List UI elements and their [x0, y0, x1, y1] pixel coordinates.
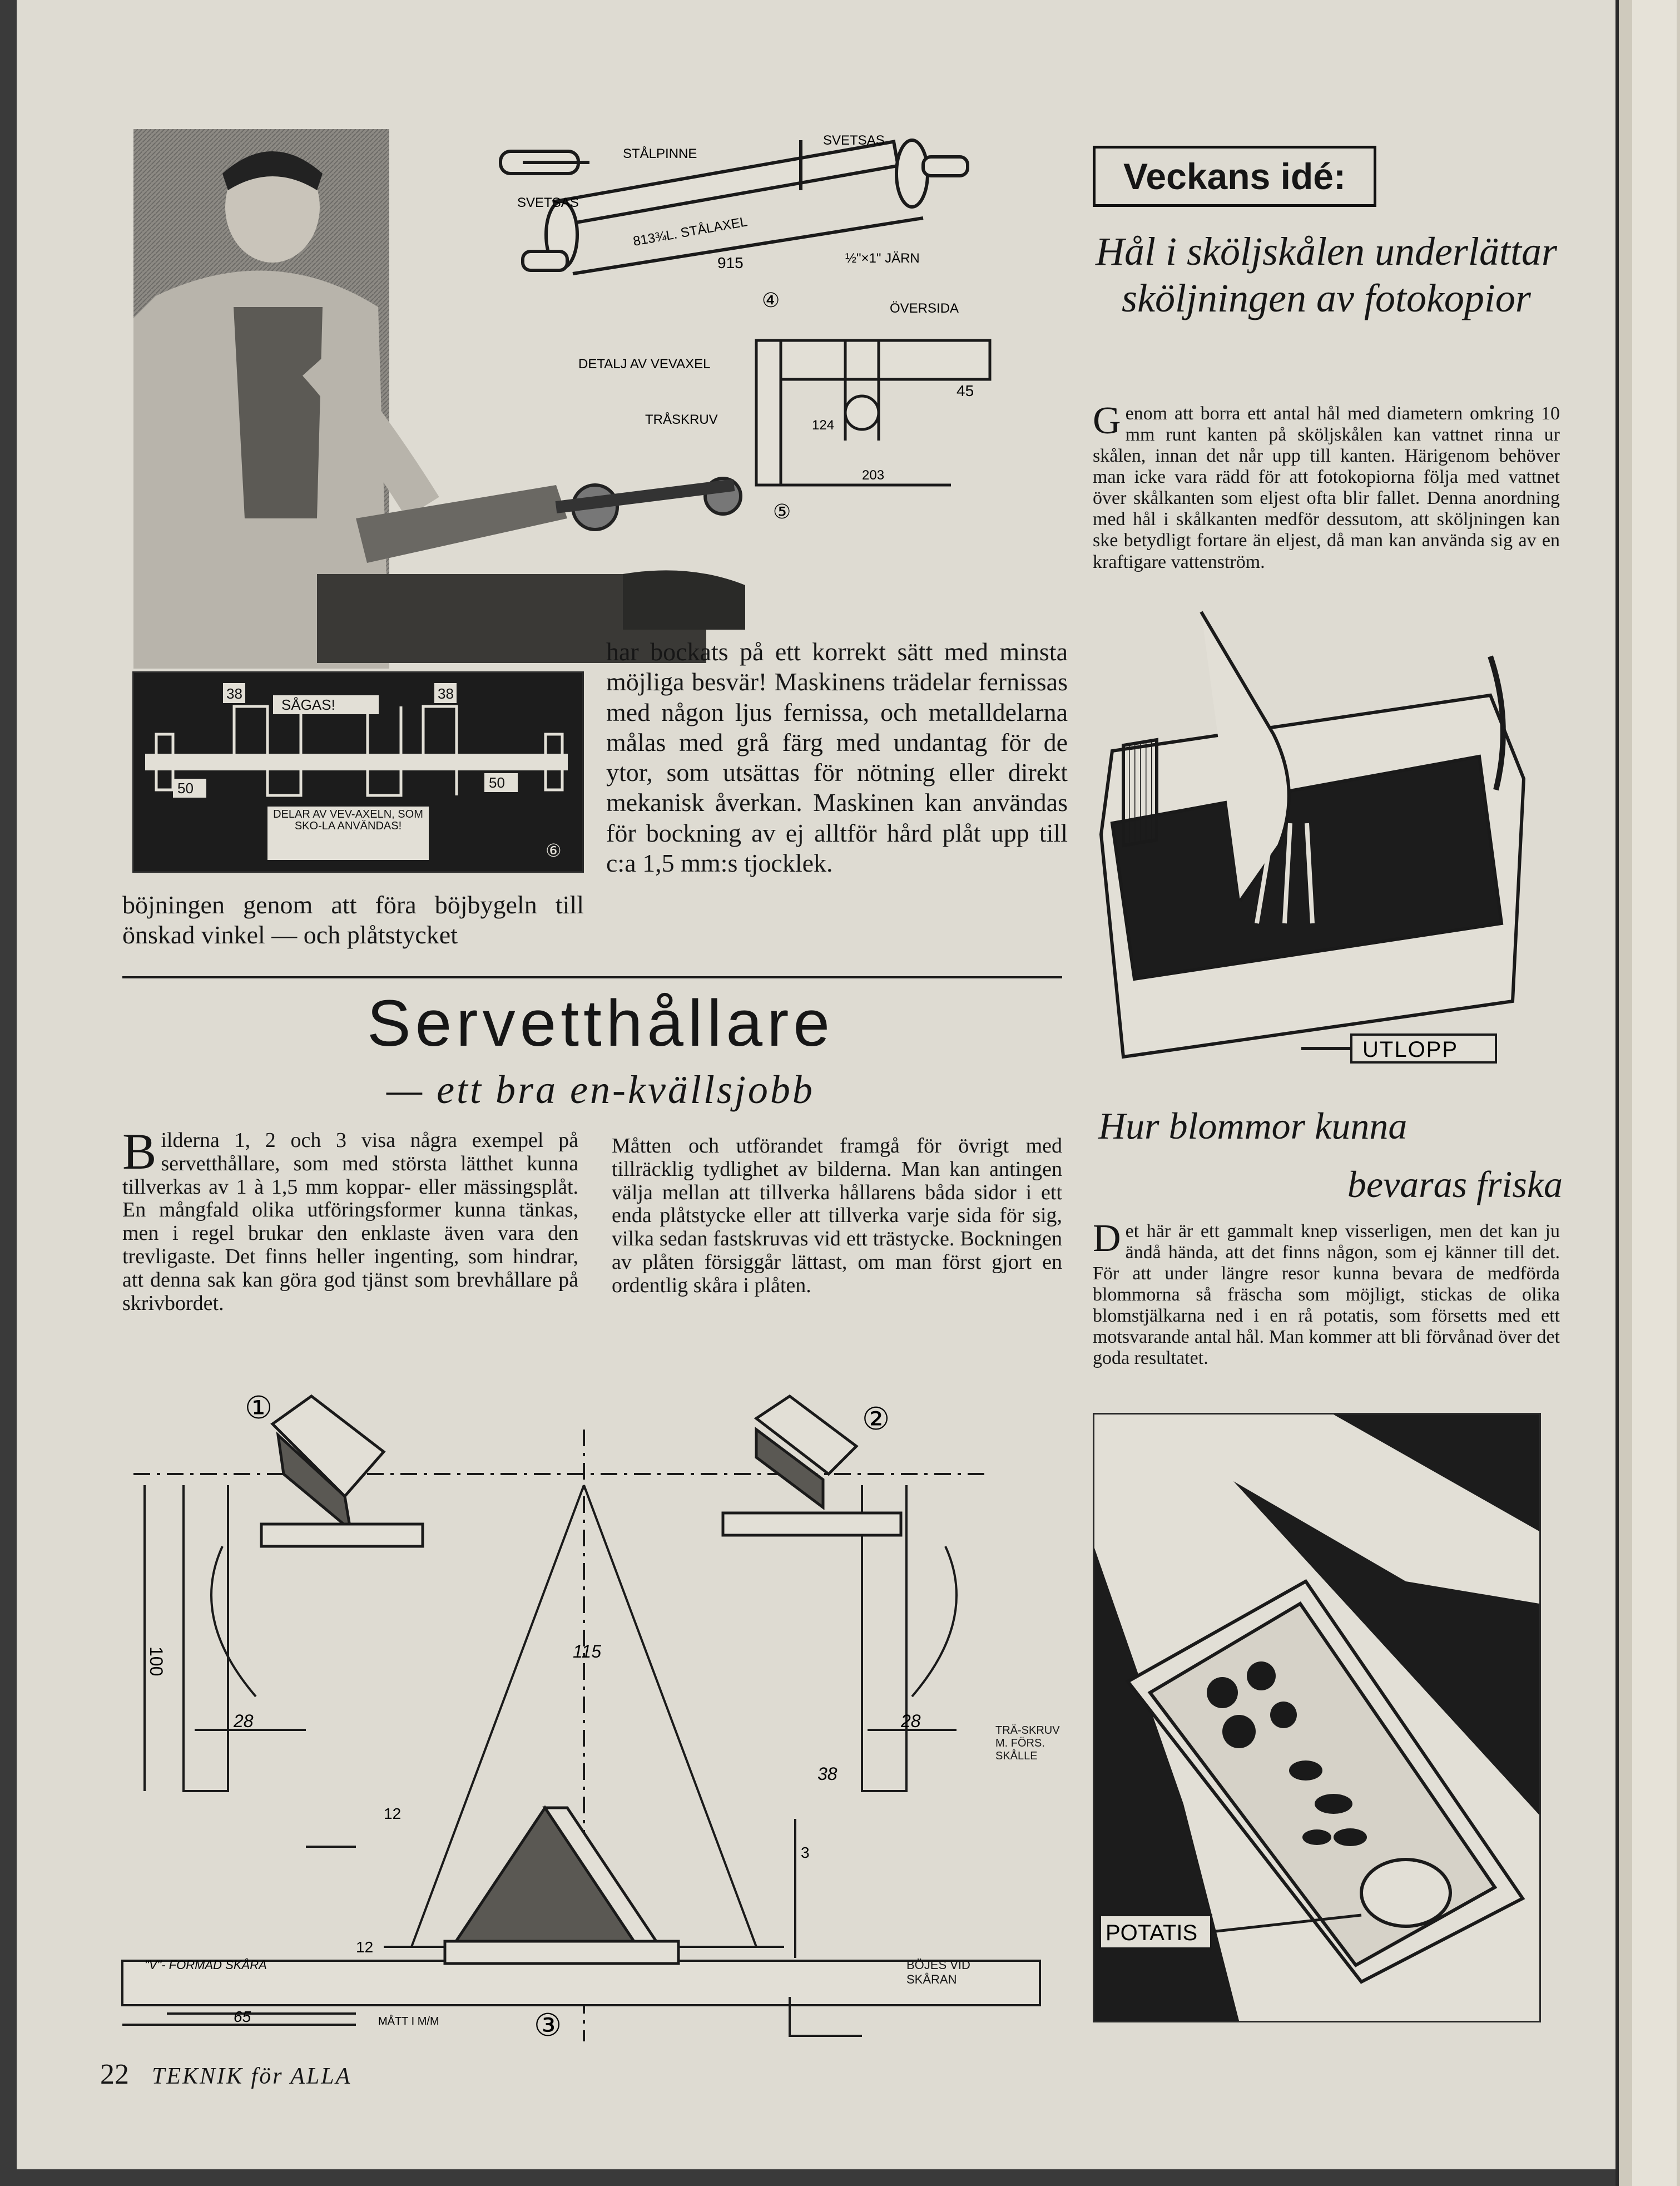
blommor-text: [1093, 1217, 1560, 1369]
top-left-text: [122, 890, 584, 951]
servett-col2-body: Måtten och utförandet framgå för övrigt med tillräcklig tydlighet av bilderna. Man kan antingen välja mellan att tillverka hållarens båda sidor i ett enda plåtstycke eller att tillverka varje sida för sig, vilka sedan fastskruvas vid ett trästycke. Bockningen av plåten försiggår lättast, om man först gjort en ordentlig skåra i plåten.: [612, 1134, 1062, 1297]
label-jarn: ½"×1" JÄRN: [845, 251, 920, 266]
label-utlopp: UTLOPP: [1362, 1037, 1459, 1062]
magazine-page: [17, 0, 1629, 2169]
label-delar: DELAR AV VEV-AXELN, SOM SKO-LA ANVÄNDAS!: [273, 808, 423, 832]
label-sagas: SÅGAS!: [281, 696, 335, 713]
label-potatis: POTATIS: [1106, 1921, 1198, 1945]
potato-flowers-illustration: [1093, 1413, 1541, 2022]
blommor-dropcap: D: [1093, 1217, 1121, 1260]
label-detalj: DETALJ AV VEVAXEL: [578, 357, 711, 372]
servett-col1-body: ilderna 1, 2 och 3 visa några exempel på servetthållare, som med största lätthet kunna tillverkas av 1 à 1,5 mm koppar- eller mässingsplåt. En mångfald olika utföringsformer kunna tänkas, men i regel brukar den enklaste även vara den trevligaste. Det finns heller ingenting, som hindrar, att denna sak kan göra god tjänst som brevhållare på skrivbordet.: [122, 1129, 578, 1315]
label-12a: 12: [384, 1805, 402, 1822]
napkin-holder-diagram: [122, 1385, 1062, 2044]
label-num4: ④: [762, 289, 780, 312]
label-stalpinne: STÅLPINNE: [623, 146, 697, 161]
label-915: 915: [717, 254, 744, 271]
blommor-text-body: et här är ett gammalt knep visserligen, men det kan ju ändå hända, att det finns någon, som ej känner till det. För att under längre resor kunna bevara de medförda blommorna så fräscha som möjligt, stickas de olika blomstjälkarna ned i en rå potatis, som försetts med ett motsvarande antal hål. Man kommer att bli förvånad över det goda resultatet.: [1093, 1221, 1560, 1369]
top-right-text-body: har bockats på ett korrekt sätt med minsta möjliga besvär! Maskinens trädelar fernissas med någon ljus fernissa, och metalldelarna målas med grå färg med undantag för de ytor, som utsättas för nötning eller direkt mekanisk åverkan. Maskinen kan användas för bockning av ej alltför hård plåt upp till c:a 1,5 mm:s tjocklek.: [606, 637, 1068, 877]
top-left-text-body: böjningen genom att föra böjbygeln till önskad vinkel — och plåtstycket: [122, 891, 584, 949]
rinse-tray-illustration: [1090, 612, 1546, 1079]
section-divider: [122, 976, 1062, 978]
servett-dropcap: B: [122, 1123, 157, 1180]
servett-title: Servetthållare: [366, 987, 835, 1060]
label-num5: ⑤: [773, 501, 791, 523]
label-traskruv: TRÅSKRUV: [645, 412, 718, 427]
label-3: 3: [801, 1844, 810, 1861]
label-num6: ⑥: [546, 840, 562, 861]
label-28b: 28: [901, 1711, 921, 1731]
servett-col1: [122, 1123, 578, 1315]
label-bojes: BÖJES VID SKÅRAN: [906, 1958, 970, 1987]
next-page-edge: [1632, 0, 1677, 2186]
label-115: 115: [573, 1641, 602, 1661]
label-12b: 12: [356, 1938, 374, 1956]
servett-col2: [612, 1135, 1062, 1298]
label-50a: 50: [177, 780, 194, 797]
label-vformad: "V"- FORMAD SKÅRA: [145, 1958, 267, 1972]
label-38b: 38: [438, 685, 454, 702]
label-matt: MÅTT I M/M: [378, 2015, 439, 2027]
page-number: 22: [100, 2059, 129, 2090]
label-num1: ①: [245, 1390, 273, 1426]
veckans-box: [1093, 146, 1376, 207]
label-28a: 28: [234, 1711, 254, 1731]
veckans-text-body: enom att borra ett antal hål med diametern omkring 10 mm runt kanten på sköljskålen kan vattnet rinna ur skålen, innan det når upp till kanten. Härigenom behöver man icke vara rädd för att fotokopiorna följa med vattnet över skålkanten som eljest ofta blir fallet. Denna anordning med hål i skålkanten medför dessutom, att sköljningen kan ske betydligt fortare än eljest, då man kan använda sig av en kraftigare vattenström.: [1093, 403, 1560, 572]
label-num3: ③: [534, 2007, 562, 2044]
label-65: 65: [234, 2008, 251, 2025]
label-traskruv-servett: TRÄ-SKRUV M. FÖRS. SKÅLLE: [995, 1724, 1060, 1762]
label-50b: 50: [489, 774, 505, 791]
label-oversida: ÖVERSIDA: [890, 301, 959, 316]
blommor-headline-1: Hur blommor kunna: [1098, 1105, 1408, 1147]
top-right-text: [606, 637, 1068, 878]
label-num2: ②: [862, 1401, 890, 1437]
crankshaft-diagram: [132, 671, 584, 873]
veckans-headline: Hål i sköljskålen underlättar sköljningen av fotokopior: [1096, 229, 1557, 321]
page-footer: [100, 2058, 601, 2091]
veckans-box-title: Veckans idé:: [1123, 156, 1346, 197]
label-stalaxel: 813¾L. STÅLAXEL: [632, 214, 749, 249]
magazine-name: TEKNIK för ALLA: [152, 2064, 352, 2089]
label-38: 38: [817, 1764, 837, 1784]
label-100: 100: [146, 1646, 166, 1676]
veckans-dropcap: G: [1093, 399, 1121, 442]
label-svetsas1: SVETSAS: [517, 195, 579, 210]
label-45: 45: [957, 382, 974, 399]
label-203: 203: [862, 468, 885, 483]
label-124: 124: [812, 418, 835, 433]
servett-subtitle: — ett bra en-kvällsjobb: [386, 1067, 815, 1112]
veckans-text: [1093, 399, 1560, 573]
blommor-headline-2: bevaras friska: [1347, 1163, 1563, 1205]
label-38a: 38: [226, 685, 242, 702]
bending-machine-illustration: [133, 129, 974, 669]
label-svetsas2: SVETSAS: [823, 133, 885, 148]
